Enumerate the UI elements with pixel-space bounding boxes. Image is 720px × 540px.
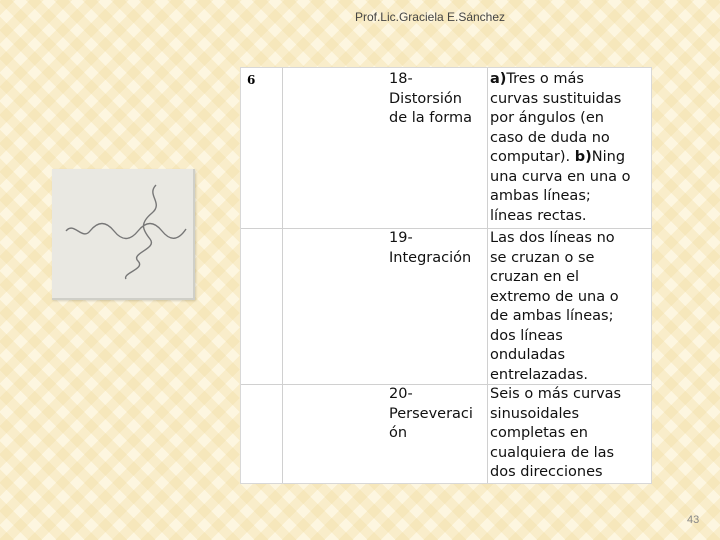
criterion-name-18: 18- Distorsión de la forma — [389, 71, 472, 126]
criterion-name-20: 20- Perseveraci ón — [389, 386, 473, 441]
criterion-desc-18 — [490, 70, 631, 226]
criteria-table — [240, 67, 652, 484]
column-divider — [487, 68, 488, 483]
bender-figure-photo — [52, 169, 195, 300]
criterion-desc-20: Seis o más curvas sinusoidales completas en cualquiera de las dos direcciones — [490, 386, 622, 480]
page-number: 43 — [687, 514, 700, 526]
criterion-name-19: 19- Integración — [389, 230, 472, 266]
author-header: Prof.Lic.Graciela E.Sánchez — [354, 10, 506, 24]
crossing-sine-waves-icon — [52, 169, 193, 298]
option-a-label: a) — [490, 71, 507, 87]
item-number: 6 — [247, 73, 256, 87]
column-divider — [282, 68, 283, 483]
criterion-desc-19: Las dos líneas no se cruzan o se cruzan en el extremo de una o de ambas líneas; dos líneas onduladas entrelazadas. — [490, 230, 619, 383]
option-a-text: Tres o más curvas sustituidas por ángulos (en caso de duda no computar). — [490, 71, 622, 165]
option-b-text: Ning una curva en una o ambas líneas; líneas rectas. — [490, 149, 631, 224]
option-b-label: b) — [574, 149, 592, 165]
